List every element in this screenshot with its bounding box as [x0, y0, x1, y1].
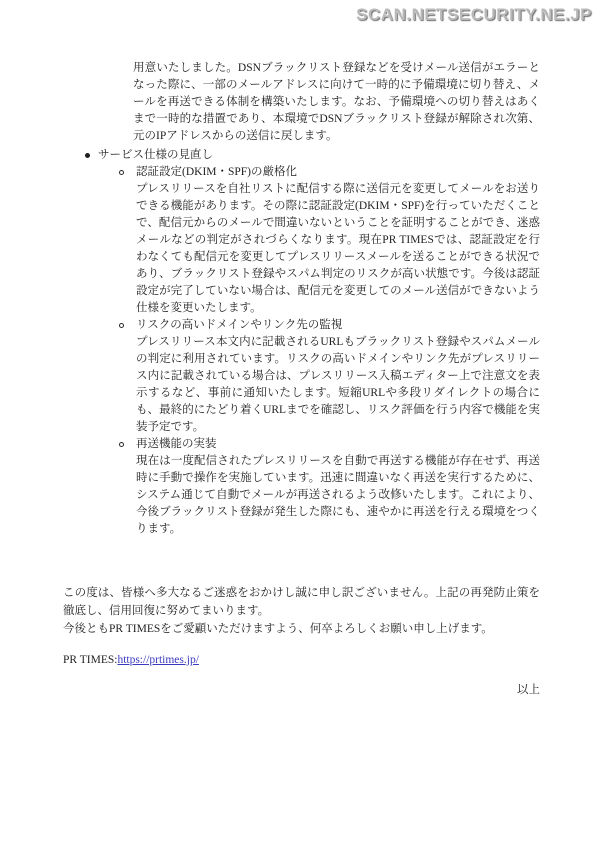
continuation-paragraph: 用意いたしました。DSNブラックリスト登録などを受けメール送信がエラーとなった際に、一部のメールアドレスに向けて一時的に予備環境に切り替え、メールを再送できる体制を構築いたします。なお、予備環境への切り替えはあくまで一時的な措置であり、本環境でDSNブラックリスト登録が解除され次第、元のIPアドレスからの送信に戻します。 — [133, 62, 540, 142]
disc-bullet-icon — [85, 153, 90, 158]
bullet-item-service-review — [63, 147, 540, 164]
sub-item-auth-settings — [63, 164, 540, 317]
sub-item-title: 認証設定(DKIM・SPF)の厳格化 — [136, 166, 298, 178]
document-body — [63, 60, 540, 699]
end-of-document-mark: 以上 — [517, 684, 540, 696]
company-link-line — [63, 651, 540, 669]
circle-bullet-icon — [119, 170, 124, 175]
sub-item-risky-domain-monitoring — [63, 317, 540, 436]
circle-bullet-icon — [119, 442, 124, 447]
sub-item-body: プレスリリース本文内に記載されるURLもブラックリスト登録やスパムメールの判定に利用されています。リスクの高いドメインやリンク先がプレスリリース内に記載されている場合は、プレスリリース入稿エディター上で注意文を表示するなど、事前に通知いたします。短縮URLや多段リダイレクトの場合にも、最終的にたどり着くURLまでを確認し、リスク評価を行う内容で機能を実装予定です。 — [136, 336, 540, 433]
sub-item-body: 現在は一度配信されたプレスリリースを自動で再送する機能が存在せず、再送時に手動で操作を実施しています。迅速に間違いなく再送を実行するために、システム通じて自動でメールが再送されるよう改修いたします。これにより、今後ブラックリスト登録が発生した際にも、速やかに再送を行える環境をつくります。 — [136, 455, 540, 535]
apology-paragraph: この度は、皆様へ多大なるご迷惑をおかけし誠に申し訳ございません。上記の再発防止策を徹底し、信用回復に努めてまいります。 — [63, 587, 540, 617]
sub-item-body: プレスリリースを自社リストに配信する際に送信元を変更してメールをお送りできる機能があります。その際に認証設定(DKIM・SPF)を行っていただくことで、配信元からのメールで間違いないということを証明することができ、迷惑メールなどの判定がされづらくなります。現在PR TIMESでは、認証設定を行わなくても配信元を変更してプレスリリースメールを送ることができる状況であり、ブラックリスト登録やスパム判定のリスクが高い状態です。今後は認証設定が完了していない場合は、配信元を変更してのメール送信ができないよう仕様を変更いたします。 — [136, 183, 540, 314]
company-label: PR TIMES: — [63, 654, 118, 666]
sub-item-resend-feature — [63, 436, 540, 538]
sub-item-title: リスクの高いドメインやリンク先の監視 — [136, 319, 343, 331]
circle-bullet-icon — [119, 323, 124, 328]
thanks-paragraph: 今後ともPR TIMESをご愛顧いただけますよう、何卒よろしくお願い申し上げます。 — [63, 623, 493, 635]
sub-item-title: 再送機能の実装 — [136, 438, 217, 450]
site-watermark: SCAN.NETSECURITY.NE.JP — [356, 5, 592, 24]
closing-section — [63, 584, 540, 638]
prtimes-link[interactable]: https://prtimes.jp/ — [117, 654, 199, 666]
bullet-item-label: サービス仕様の見直し — [98, 149, 213, 161]
